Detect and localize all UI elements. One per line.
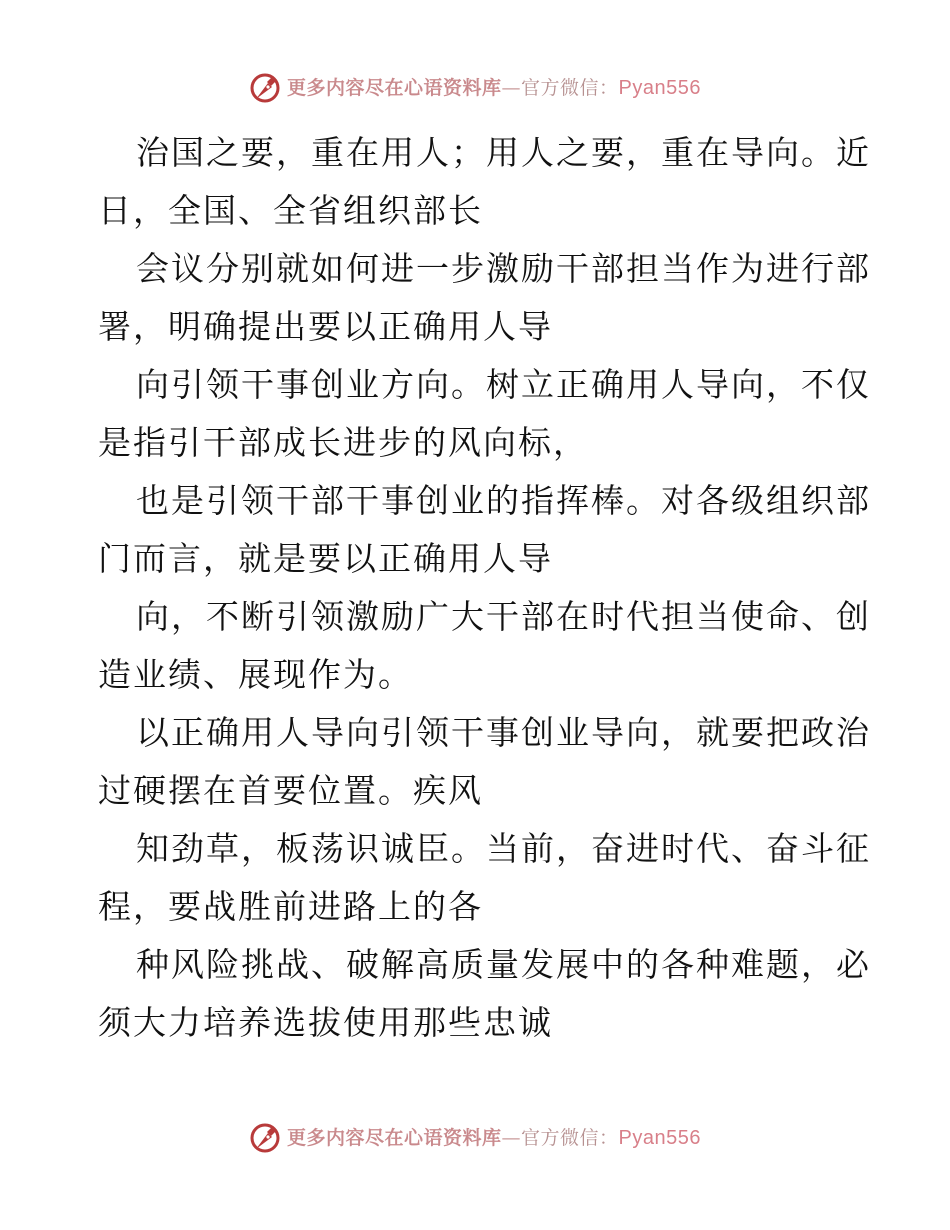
paragraph-line: 门而言，就是要以正确用人导 xyxy=(98,539,553,578)
header-banner-contact: 官方微信： xyxy=(521,77,619,99)
header-banner-text xyxy=(287,72,701,104)
paragraph-line: 日，全国、全省组织部长 xyxy=(98,191,483,230)
paragraph-5 xyxy=(98,588,871,704)
paragraph-2 xyxy=(98,240,871,356)
paragraph-6 xyxy=(98,704,871,820)
paragraph-3 xyxy=(98,356,871,472)
header-banner-dash: — xyxy=(501,77,522,99)
footer-banner xyxy=(0,1122,950,1154)
paragraph-line: 造业绩、展现作为。 xyxy=(98,655,413,694)
paragraph-line: 程，要战胜前进路上的各 xyxy=(98,887,483,926)
paragraph-line: 种风险挑战、破解高质量发展中的各种难题，必 xyxy=(136,945,871,984)
paragraph-8 xyxy=(98,936,871,1052)
paragraph-line: 须大力培养选拔使用那些忠诚 xyxy=(98,1003,553,1042)
paragraph-line: 以正确用人导向引领干事创业导向，就要把政治 xyxy=(136,713,871,752)
footer-banner-contact: 官方微信： xyxy=(521,1127,619,1149)
pen-nib-circle-logo-icon xyxy=(249,72,281,104)
pen-nib-circle-logo-icon xyxy=(249,1122,281,1154)
paragraph-line: 向，不断引领激励广大干部在时代担当使命、创 xyxy=(136,597,871,636)
header-banner xyxy=(0,72,950,104)
header-banner-handle: Pyan556 xyxy=(618,77,701,99)
paragraph-1 xyxy=(98,124,871,240)
paragraph-line: 也是引领干部干事创业的指挥棒。对各级组织部 xyxy=(136,481,871,520)
paragraph-line: 治国之要，重在用人；用人之要，重在导向。近 xyxy=(136,133,871,172)
footer-banner-main: 更多内容尽在心语资料库 xyxy=(287,1127,502,1149)
footer-banner-dash: — xyxy=(501,1127,522,1149)
paragraph-line: 署，明确提出要以正确用人导 xyxy=(98,307,553,346)
paragraph-4 xyxy=(98,472,871,588)
paragraph-line: 会议分别就如何进一步激励干部担当作为进行部 xyxy=(136,249,871,288)
paragraph-7 xyxy=(98,820,871,936)
header-banner-main: 更多内容尽在心语资料库 xyxy=(287,77,502,99)
paragraph-line: 知劲草，板荡识诚臣。当前，奋进时代、奋斗征 xyxy=(136,829,871,868)
footer-banner-text xyxy=(287,1122,701,1154)
paragraph-line: 是指引干部成长进步的风向标， xyxy=(98,423,588,462)
footer-banner-handle: Pyan556 xyxy=(618,1127,701,1149)
document-body xyxy=(98,124,871,1052)
paragraph-line: 过硬摆在首要位置。疾风 xyxy=(98,771,483,810)
paragraph-line: 向引领干事创业方向。树立正确用人导向，不仅 xyxy=(136,365,871,404)
